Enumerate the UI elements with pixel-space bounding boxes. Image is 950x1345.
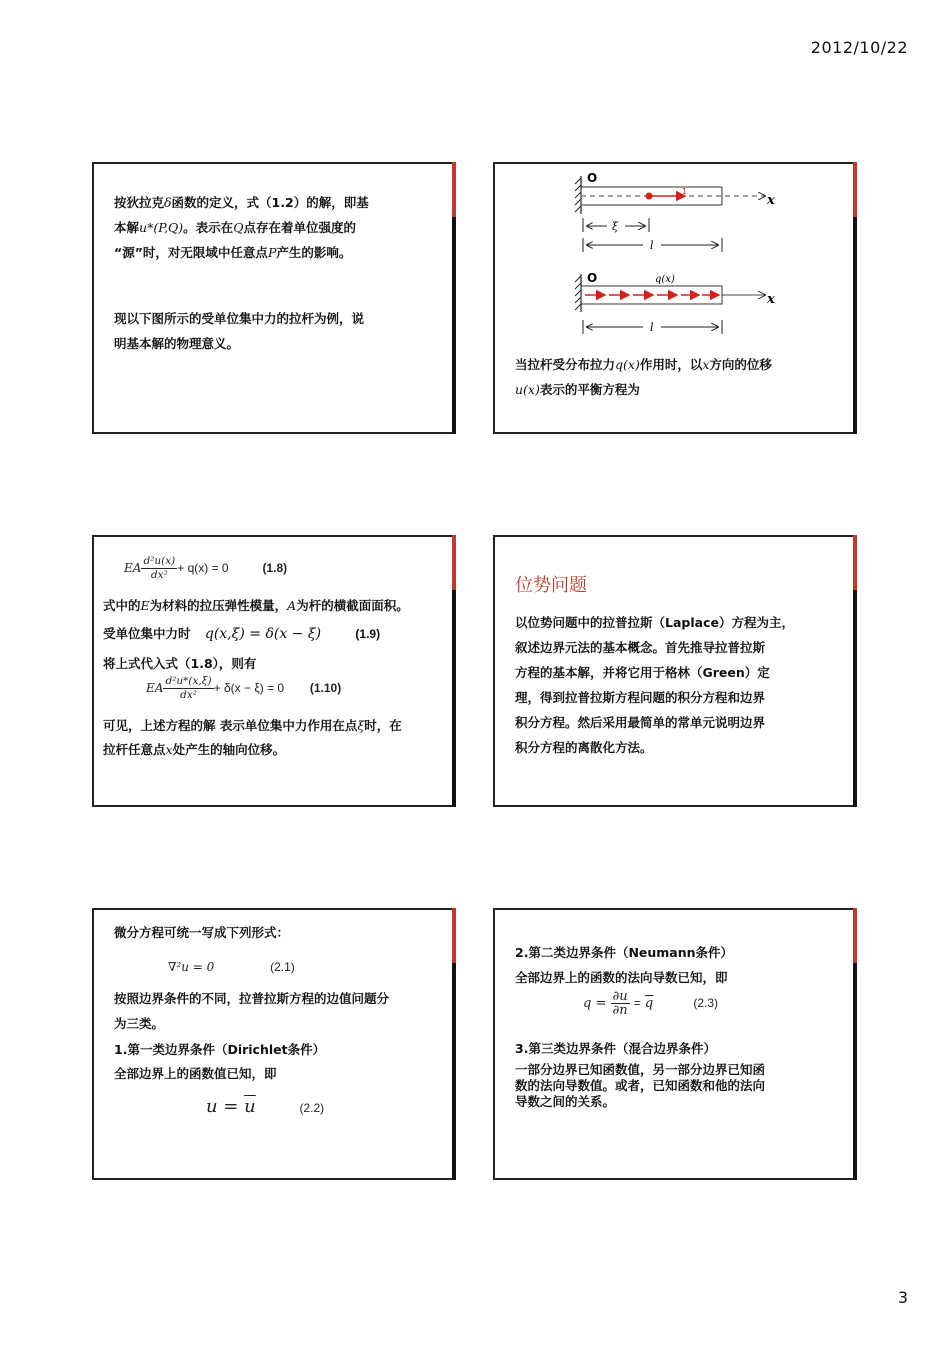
slide1-line-1: 按狄拉克δ函数的定义，式（1.2）的解，即基 [114, 195, 369, 210]
bar-diagram [495, 164, 855, 344]
fixed-wall-1 [575, 176, 581, 214]
equation-2-1: ∇²u = 0 (2.1) [168, 960, 295, 974]
slide-4 [493, 535, 857, 807]
slide1-line-2: 本解u*(P,Q)。表示在Q点存在着单位强度的 [114, 220, 356, 235]
page-number: 3 [897, 1288, 908, 1307]
origin-label-1: O [587, 171, 598, 185]
slide1-para2-line-2: 明基本解的物理意义。 [114, 336, 240, 351]
load-label: q(x) [655, 274, 675, 285]
slide3-line-4: 可见，上述方程的解 表示单位集中力作用在点ξ时，在 [103, 718, 402, 733]
slide4-line-4: 理，得到拉普拉斯方程问题的积分方程和边界 [515, 690, 766, 705]
slide6-line-2: 全部边界上的函数的法向导数已知，即 [515, 970, 728, 985]
slide-6 [493, 908, 857, 1180]
header-date: 2012/10/22 [810, 38, 908, 57]
slide5-line-5: 全部边界上的函数值已知，即 [114, 1066, 277, 1081]
x-label-1: x [767, 193, 775, 208]
equation-2-3: q = $\frac{\partial u}{\partial n}$ = $\overline{q}$ (2.3) [583, 989, 719, 1018]
slide6-line-1: 2.第二类边界条件（Neumann条件） [515, 945, 734, 960]
length-label-1: l [650, 239, 654, 252]
slide6-line-6: 导数之间的关系。 [515, 1094, 616, 1109]
length-label-2: l [650, 321, 654, 334]
slide5-line-3: 为三类。 [114, 1016, 165, 1031]
slide4-line-1: 以位势问题中的拉普拉斯（Laplace）方程为主， [515, 615, 794, 630]
slide6-line-4: 一部分边界已知函数值，另一部分边界已知函 [515, 1062, 766, 1077]
slide1-para2-line-1: 现以下图所示的受单位集中力的拉杆为例，说 [114, 311, 365, 326]
slide1-line-3: “源”时，对无限域中任意点P产生的影响。 [114, 245, 352, 260]
origin-label-2: O [587, 271, 598, 285]
x-label-2: x [767, 292, 775, 307]
slide5-line-1: 微分方程可统一写成下列形式： [114, 925, 290, 940]
xi-label: ξ [612, 220, 619, 233]
slide2-line-2: u(x)表示的平衡方程为 [515, 382, 640, 397]
slide-2 [493, 162, 857, 434]
slide-5 [92, 908, 456, 1180]
slide-3 [92, 535, 456, 807]
fixed-wall-2 [575, 274, 581, 312]
force-label: 1 [682, 187, 688, 196]
slide-1 [92, 162, 456, 434]
slide5-line-2: 按照边界条件的不同，拉普拉斯方程的边值问题分 [114, 991, 390, 1006]
slide3-line-5: 拉杆任意点x处产生的轴向位移。 [103, 742, 286, 757]
force-point [646, 193, 653, 200]
slide6-line-3: 3.第三类边界条件（混合边界条件） [515, 1041, 716, 1056]
equation-1-10: EA $\frac{\text{d²u*(x,ξ)}}{\text{dx²}}$ + δ(x − ξ) = 0 (1.10) [146, 675, 342, 701]
slide4-line-2: 叙述边界元法的基本概念。首先推导拉普拉斯 [515, 640, 766, 655]
slide3-line-3: 将上式代入式（1.8），则有 [103, 656, 257, 671]
slide3-line-1: 式中的E为材料的拉压弹性模量，A为杆的横截面面积。 [103, 598, 409, 613]
slide6-line-5: 数的法向导数值。或者，已知函数和他的法向 [515, 1078, 766, 1093]
equation-2-2: $u = \overline{u}$ (2.2) [206, 1096, 325, 1117]
equation-1-8: EA $\frac{\text{d²u(x)}}{\text{dx²}}$ + q(x) = 0 (1.8) [124, 555, 288, 581]
slide4-line-5: 积分方程。然后采用最简单的常单元说明边界 [515, 715, 766, 730]
slide3-line-2: 受单位集中力时 q(x,ξ) = δ(x − ξ) (1.9) [103, 626, 381, 642]
slide4-line-6: 积分方程的离散化方法。 [515, 740, 653, 755]
slide2-line-1: 当拉杆受分布拉力q(x)作用时，以x方向的位移 [515, 357, 772, 372]
slide5-line-4: 1.第一类边界条件（Dirichlet条件） [114, 1042, 326, 1057]
slide4-heading: 位势问题 [515, 575, 587, 596]
slide4-line-3: 方程的基本解，并将它用于格林（Green）定 [515, 665, 770, 680]
